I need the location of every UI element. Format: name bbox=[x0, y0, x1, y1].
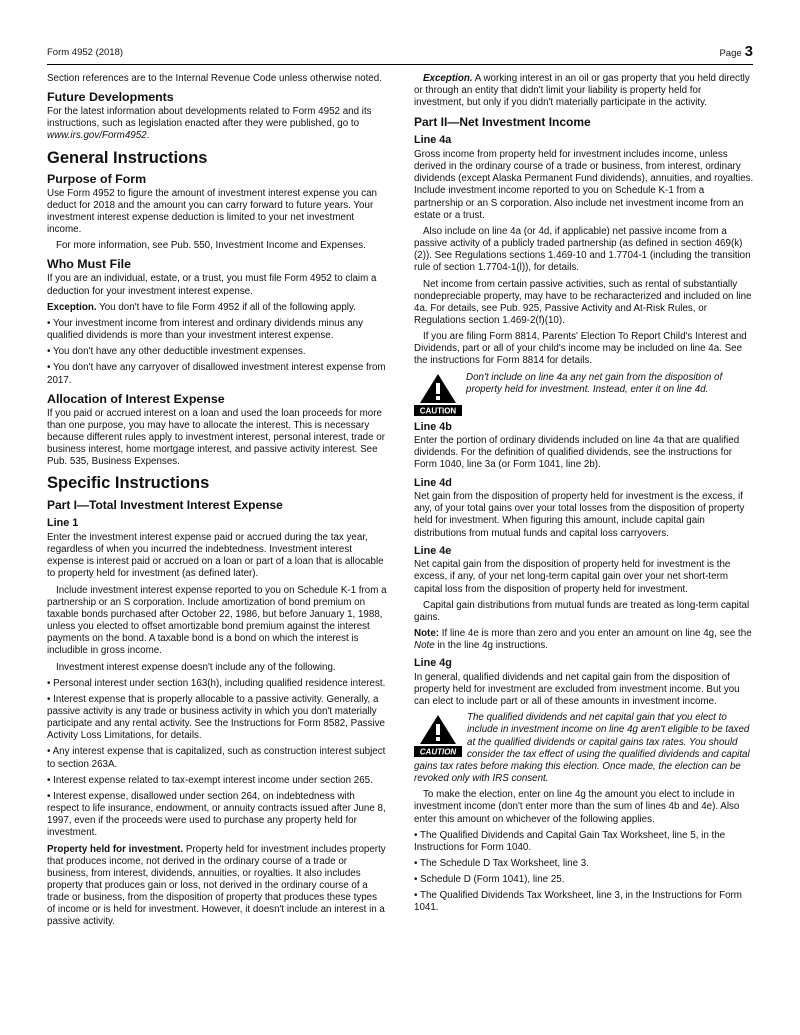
page-header bbox=[47, 40, 753, 65]
line-1-bullet-4: • Interest expense related to tax-exempt interest income under section 265. bbox=[47, 774, 373, 786]
property-held-label: Property held for investment. bbox=[47, 843, 184, 855]
line-4e-paragraph-2: Capital gain distributions from mutual funds are treated as long-term capital gains. bbox=[414, 599, 750, 623]
right-exception-paragraph: Exception. A working interest in an oil or gas property that you held directly or through an entity that didn't limit your liability is property held for investment, but only if you didn't materially participate in the activity. bbox=[414, 73, 750, 109]
purpose-paragraph-1: Use Form 4952 to figure the amount of investment interest expense you can deduct for 2018 and the amount you can carry forward to future years. Your investment interest expense deduction is limited to your net investment income. bbox=[47, 187, 378, 236]
part-2-heading: Part II—Net Investment Income bbox=[414, 115, 591, 130]
line-4g-bullet-3: • Schedule D (Form 1041), line 25. bbox=[414, 874, 565, 886]
line-1-paragraph-1: Enter the investment interest expense paid or accrued during the tax year, regardless of when you incurred the indebtedness. Investment interest expense is interest paid or accrued on a loan or part of a loan that is allocable to property held for investment (as defined later). bbox=[47, 531, 384, 580]
who-must-file-paragraph: If you are an individual, estate, or a trust, you must file Form 4952 to claim a deduction for your investment interest expense. bbox=[47, 273, 377, 297]
line-1-paragraph-2: Include investment interest expense reported to you on Schedule K-1 from a partnership or an S corporation. Include amortization of bond premium on taxable bonds purchased after October 22, 1986, but before January 1, 1988, unless you elected to offset amortizable bond premium against the interest payments on the bond. A taxable bond is a bond on which the interest is includible in gross income. bbox=[47, 584, 387, 657]
line-1-paragraph-3: Investment interest expense doesn't include any of the following. bbox=[56, 661, 336, 673]
allocation-heading: Allocation of Interest Expense bbox=[47, 391, 225, 406]
exception-label: Exception. bbox=[47, 301, 97, 313]
line-4b-paragraph: Enter the portion of ordinary dividends included on line 4a that are qualified dividends. For the definition of qualified dividends, see the instructions for Form 1040, line 3a (or Form 1041, line 2b). bbox=[414, 435, 740, 471]
caution-label: CAUTION bbox=[419, 406, 457, 416]
line-4g-bullet-1: • The Qualified Dividends and Capital Gain Tax Worksheet, line 5, in the Instructions for Form 1040. bbox=[414, 829, 726, 853]
who-bullet-2: • You don't have any other deductible investment expenses. bbox=[47, 346, 306, 358]
allocation-paragraph: If you paid or accrued interest on a loan and used the loan proceeds for more than one purpose, you may have to allocate the interest. This is necessary because different rules apply to investment interest, personal interest, trade or business interest, home mortgage interest, and passive activity interest. See Pub. 535, Business Expenses. bbox=[47, 407, 385, 468]
line-4a-paragraph-3: Net income from certain passive activities, such as rental of substantially nondepreciable property, may have to be recharacterized and included on line 4a. For details, see Pub. 925, Passive Activity and At-Risk Rules, or Regulations section 1.469-2(f)(10). bbox=[414, 278, 752, 326]
line-4b-heading: Line 4b bbox=[414, 420, 452, 433]
purpose-heading: Purpose of Form bbox=[47, 171, 147, 186]
line-4d-heading: Line 4d bbox=[414, 476, 452, 489]
caution-label: CAUTION bbox=[419, 747, 457, 757]
line-4g-bullet-4: • The Qualified Dividends Tax Worksheet, line 3, in the Instructions for Form 1041. bbox=[414, 890, 742, 914]
intro-text: Section references are to the Internal Revenue Code unless otherwise noted. bbox=[47, 73, 382, 84]
caution-icon bbox=[414, 372, 462, 416]
line-4g-heading: Line 4g bbox=[414, 657, 452, 670]
line-4e-paragraph-1: Net capital gain from the disposition of property held for investment is the excess, if any, of your net long-term capital gain over your net short-term capital loss from the disposition of property held for investment. bbox=[414, 559, 731, 595]
line-4g-paragraph-1: In general, qualified dividends and net capital gain from the disposition of property held for investment are excluded from investment income. But you can elect to include part or all of these amounts in investment income. bbox=[414, 671, 740, 708]
caution-note-2 bbox=[414, 712, 754, 785]
note-label: Note: bbox=[414, 628, 440, 639]
page-number: 3 bbox=[744, 43, 753, 60]
form-id: Form 4952 (2018) bbox=[47, 47, 124, 58]
line-1-bullet-1: • Personal interest under section 163(h), including qualified residence interest. bbox=[47, 677, 386, 689]
line-4g-bullet-2: • The Schedule D Tax Worksheet, line 3. bbox=[414, 858, 589, 869]
right-column bbox=[414, 73, 754, 919]
right-exception-label: Exception. bbox=[423, 73, 473, 84]
line-4e-note: Note: If line 4e is more than zero and you enter an amount on line 4g, see the Note in the line 4g instructions. bbox=[414, 628, 752, 652]
caution-text-1: Don't include on line 4a any net gain from the disposition of property held for investment. Instead, enter it on line 4d. bbox=[466, 371, 723, 395]
caution-note-1 bbox=[414, 372, 754, 416]
line-4a-heading: Line 4a bbox=[414, 134, 452, 147]
line-4a-paragraph-4: If you are filing Form 8814, Parents' Election To Report Child's Interest and Dividends, part or all of your child's income may be included on line 4a. See the instructions for Form 8814 for details. bbox=[414, 331, 747, 367]
line-1-bullet-5: • Interest expense, disallowed under section 264, on indebtedness with respect to life insurance, endowment, or annuity contracts issued after June 8, 1997, even if the proceeds were used to purchase any property held for investment. bbox=[47, 790, 386, 839]
line-1-heading: Line 1 bbox=[47, 517, 79, 530]
line-4e-heading: Line 4e bbox=[414, 544, 452, 557]
specific-instructions-heading: Specific Instructions bbox=[47, 474, 210, 493]
property-held-paragraph: Property held for investment. Property held for investment includes property that produces income, not derived in the ordinary course of a trade or business, from interest, dividends, annuities, or royalties. It also includes property that produces gain or loss, not derived in the ordinary course of a trade or business, from the disposition of property that produces these types of income or is held for investment. However, it doesn't include an interest in a passive activity. bbox=[47, 843, 386, 928]
line-4g-paragraph-2: To make the election, enter on line 4g the amount you elect to include in investment income (don't enter more than the sum of lines 4b and 4e). Also enter this amount on whichever of the following applies. bbox=[414, 789, 740, 825]
purpose-paragraph-2: For more information, see Pub. 550, Investment Income and Expenses. bbox=[56, 240, 366, 252]
line-4d-paragraph: Net gain from the disposition of property held for investment is the excess, if any, of your total gains over your total losses from the disposition of property held for investment. When figuring this amount, include capital gain distributions from mutual funds and capital loss carryovers. bbox=[414, 491, 745, 539]
irs-url-link[interactable]: www.irs.gov/Form4952 bbox=[47, 130, 147, 142]
line-4a-paragraph-2: Also include on line 4a (or 4d, if applicable) net passive income from a passive activity of a publicly traded partnership (as defined in section 469(k)(2)). See Regulations sections 1.469-10 and 1.7704-1 (including the transition rule of section 1.7704-1(l)), for details. bbox=[414, 225, 751, 274]
caution-icon bbox=[414, 713, 462, 757]
line-4a-paragraph-1: Gross income from property held for investment includes income, unless derived in the ordinary course of a trade or business, from interest, ordinary dividends (except Alaska Permanent Fund dividends), annuities, and royalties. Include investment income reported to you on Schedule K-1 from a partnership or an S corporation. Also include net investment income from an estate or a trust. bbox=[414, 148, 754, 221]
who-bullet-1: • Your investment income from interest and ordinary dividends minus any qualified dividends is more than your investment interest expense. bbox=[47, 317, 364, 342]
who-exception-paragraph: Exception. You don't have to file Form 4952 if all of the following apply. bbox=[47, 301, 356, 313]
line-1-bullet-2: • Interest expense that is properly allocable to a passive activity. Generally, a passive activity is any trade or business activity in which you don't materially participate and any rental activity. See the Instructions for Form 8582, Passive Activity Loss Limitations, for details. bbox=[47, 693, 385, 742]
caution-text-2: The qualified dividends and net capital gain that you elect to include in investment income on line 4g aren't eligible to be taxed at the qualified dividends or capital gains tax rates. You should consider the tax effect of using the qualified dividends and capital gains tax rates before making this election. Once made, the election can be revoked only with IRS consent. bbox=[414, 712, 750, 785]
page-label: Page bbox=[719, 48, 742, 59]
page-number-block bbox=[719, 43, 753, 60]
general-instructions-heading: General Instructions bbox=[47, 148, 208, 167]
future-developments-text: For the latest information about developments related to Form 4952 and its instructions, such as legislation enacted after they were published, go to www.irs.gov/Form4952. bbox=[47, 106, 372, 142]
who-must-file-heading: Who Must File bbox=[47, 257, 131, 272]
part-1-heading: Part I—Total Investment Interest Expense bbox=[47, 498, 283, 513]
future-developments-heading: Future Developments bbox=[47, 90, 174, 105]
left-column bbox=[47, 73, 387, 933]
line-1-bullet-3: • Any interest expense that is capitalized, such as construction interest subject to section 263A. bbox=[47, 746, 386, 770]
who-bullet-3: • You don't have any carryover of disallowed investment interest expense from 2017. bbox=[47, 362, 386, 386]
